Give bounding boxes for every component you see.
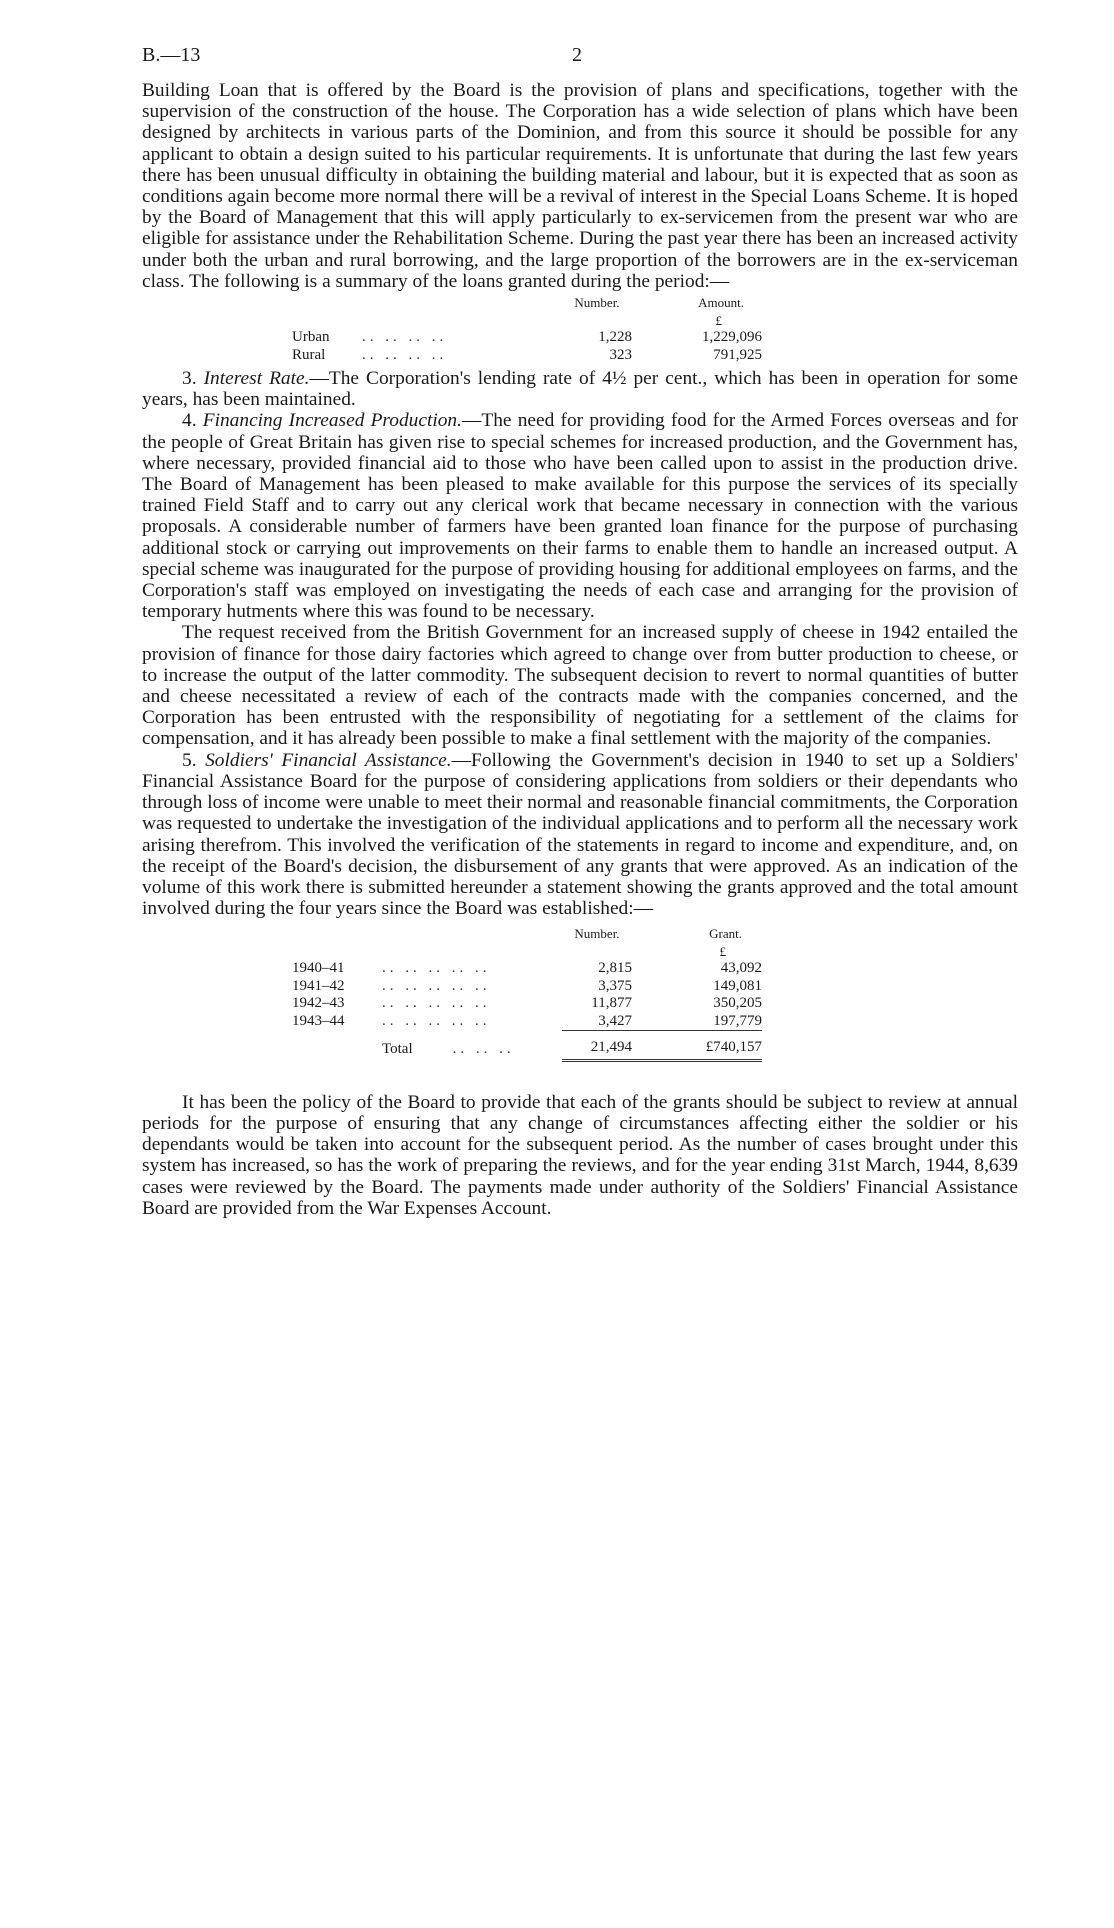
section-number: 3. (182, 368, 197, 390)
column-header-grant: Grant. (709, 926, 742, 942)
number-cell: 2,815 (598, 960, 632, 977)
loans-table-header (292, 294, 762, 312)
section-heading: Interest Rate. (203, 368, 310, 390)
grant-cell: 149,081 (713, 977, 762, 994)
document-reference: B.—13 (142, 44, 201, 66)
number-cell: 3,375 (598, 977, 632, 994)
total-number-cell: 21,494 (562, 1031, 632, 1061)
amount-cell: 791,925 (713, 346, 762, 363)
number-cell: 3,427 (598, 1012, 632, 1029)
number-cell: 323 (609, 346, 632, 363)
column-header-number: Number. (574, 926, 620, 942)
row-label: 1940–41 (292, 960, 345, 977)
grant-cell: 197,779 (713, 1012, 762, 1029)
section-text: —The Corporation's lending rate of 4½ per cent., which has been in operation for some years, has been maintained. (142, 368, 1018, 411)
section-financing-production (142, 410, 1018, 622)
grant-cell: 43,092 (720, 960, 762, 977)
paragraph-building-loan: Building Loan that is offered by the Board is the provision of plans and specifications, together with the supervision of the construction of the house. The Corporation has a wide selection of plans which have been designed by architects in various parts of the Dominion, and from this source it should be possible for any applicant to obtain a design suited to his particular requirements. It is unfortunate that during the last few years there has been unusual difficulty in obtaining the building material and labour, but it is expected that as soon as conditions again become more normal there will be a revival of interest in the Special Loans Scheme. It is hoped by the Board of Management that this will apply particularly to ex-servicemen from the present war who are eligible for assistance under the Rehabilitation Scheme. During the past year there has been an increased activity under both the urban and rural borrowing, and the large proportion of the borrowers are in the ex-serviceman class. The following is a summary of the loans granted during the period:— (142, 80, 1018, 292)
section-text: —The need for providing food for the Armed Forces overseas and for the people of Great Britain has given rise to special schemes for increased production, and the Government has, where necessary, provided financial aid to those who have been called upon to assist in the production drive. The Board of Management has been pleased to make available for this purpose the services of its specially trained Field Staff and to carry out any clerical work that became necessary in connection with the various proposals. A considerable number of farmers have been granted loan finance for the purpose of purchasing additional stock or carrying out improvements on their farms to enable them to handle an increased output. A special scheme was inaugurated for the purpose of providing housing for additional employees on farms, and the Corporation's staff was employed on investigating the needs of each case and arranging for the provision of temporary hutments where this was found to be necessary. (142, 410, 1018, 623)
row-label: Rural (292, 346, 326, 363)
section-text: —Following the Government's decision in 1940 to set up a Soldiers' Financial Assistance Board for the purpose of considering applications from soldiers or their dependants who through loss of income were unable to meet their normal and reasonable financial commitments, the Corporation was requested to undertake the investigation of the individual applications and to perform all the necessary work arising therefrom. This involved the verification of the statements in regard to income and expenditure, and, on the receipt of the Board's decision, the disbursement of any grants that were approved. As an indication of the volume of this work there is submitted hereunder a statement showing the grants approved and the total amount involved during the four years since the Board was established:— (142, 749, 1018, 920)
total-label-cell (382, 1031, 562, 1061)
section-soldiers-assistance (142, 750, 1018, 920)
table-row (292, 995, 762, 1013)
page-number: 2 (572, 44, 582, 66)
leader-dots: .. .. .. .. .. (382, 960, 491, 977)
total-label: Total (382, 1040, 413, 1057)
leader-dots: .. .. .. .. (362, 346, 448, 363)
table-row (292, 347, 762, 365)
number-cell: 1,228 (598, 329, 632, 346)
currency-symbol: £ (719, 943, 726, 959)
currency-symbol: £ (715, 312, 722, 328)
leader-dots: .. .. .. .. .. (382, 977, 491, 994)
number-cell: 11,877 (591, 995, 632, 1012)
amount-cell: 1,229,096 (702, 329, 762, 346)
row-label: 1942–43 (292, 995, 345, 1012)
loans-summary-table (292, 294, 762, 364)
section-heading: Financing Increased Production. (202, 410, 462, 432)
document-page (142, 40, 1018, 1219)
leader-dots: .. .. .. .. .. (382, 1013, 491, 1030)
paragraph-cheese-supply: The request received from the British Government for an increased supply of cheese in 1942 entailed the provision of finance for those dairy factories which agreed to change over from butter production to cheese, or to increase the output of the latter commodity. The subsequent decision to revert to normal quantities of butter and cheese necessitated a review of each of the contracts made with the companies concerned, and the Corporation has been entrusted with the responsibility of negotiating for a settlement of the claims for compensation, and it has already been possible to make a final settlement with the majority of the companies. (142, 622, 1018, 750)
loans-table-currency-row (292, 312, 762, 330)
table-row (292, 978, 762, 996)
row-label: 1943–44 (292, 1013, 345, 1030)
table-row (292, 960, 762, 978)
section-number: 4. (182, 410, 197, 432)
total-grant-cell: £740,157 (632, 1031, 762, 1061)
section-interest-rate (142, 368, 1018, 410)
row-label: 1941–42 (292, 977, 345, 994)
total-row (292, 1031, 762, 1061)
leader-dots: .. .. .. .. .. (382, 995, 491, 1012)
page-header (142, 40, 1018, 80)
table-row (292, 1013, 762, 1031)
column-header-number: Number. (574, 295, 620, 311)
grants-table-header (292, 925, 762, 943)
table-row (292, 329, 762, 347)
row-label: Urban (292, 329, 330, 346)
paragraph-grant-reviews: It has been the policy of the Board to provide that each of the grants should be subject to review at annual periods for the purpose of ensuring that any change of circumstances affecting either the soldier or his dependants would be taken into account for the subsequent period. As the number of cases brought under this system has increased, so has the work of preparing the reviews, and for the year ending 31st March, 1944, 8,639 cases were reviewed by the Board. The payments made under authority of the Soldiers' Financial Assistance Board are provided from the War Expenses Account. (142, 1091, 1018, 1219)
section-number: 5. (182, 749, 197, 771)
grant-cell: 350,205 (713, 995, 762, 1012)
grants-table (292, 925, 762, 1062)
leader-dots: .. .. .. (452, 1040, 515, 1057)
section-heading: Soldiers' Financial Assistance. (205, 749, 452, 771)
leader-dots: .. .. .. .. (362, 329, 448, 346)
grants-table-currency-row (292, 943, 762, 961)
column-header-amount: Amount. (698, 295, 744, 311)
